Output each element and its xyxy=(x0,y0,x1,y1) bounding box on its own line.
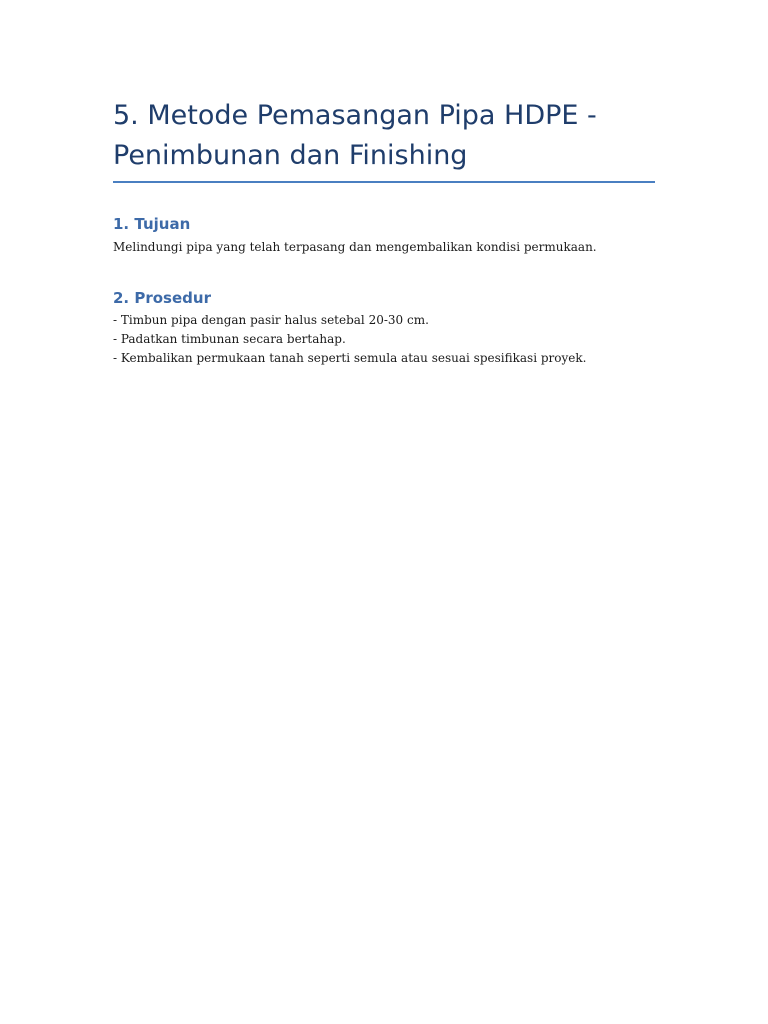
section-heading-tujuan: 1. Tujuan xyxy=(113,215,191,233)
list-item: - Timbun pipa dengan pasir halus setebal 20-30 cm. xyxy=(113,313,429,327)
title-line-1: 5. Metode Pemasangan Pipa HDPE - xyxy=(113,100,597,131)
section-body-tujuan xyxy=(113,238,655,257)
document-page xyxy=(113,96,655,368)
section-body-prosedur xyxy=(113,311,655,368)
title-line-2: Penimbunan dan Finishing xyxy=(113,140,468,171)
list-item: - Kembalikan permukaan tanah seperti semula atau sesuai spesifikasi proyek. xyxy=(113,351,587,365)
list-item: - Padatkan timbunan secara bertahap. xyxy=(113,332,346,346)
title-underline xyxy=(113,181,655,183)
page-title xyxy=(113,96,655,176)
paragraph-line: Melindungi pipa yang telah terpasang dan mengembalikan kondisi permukaan. xyxy=(113,240,597,254)
section-heading-prosedur: 2. Prosedur xyxy=(113,289,211,307)
